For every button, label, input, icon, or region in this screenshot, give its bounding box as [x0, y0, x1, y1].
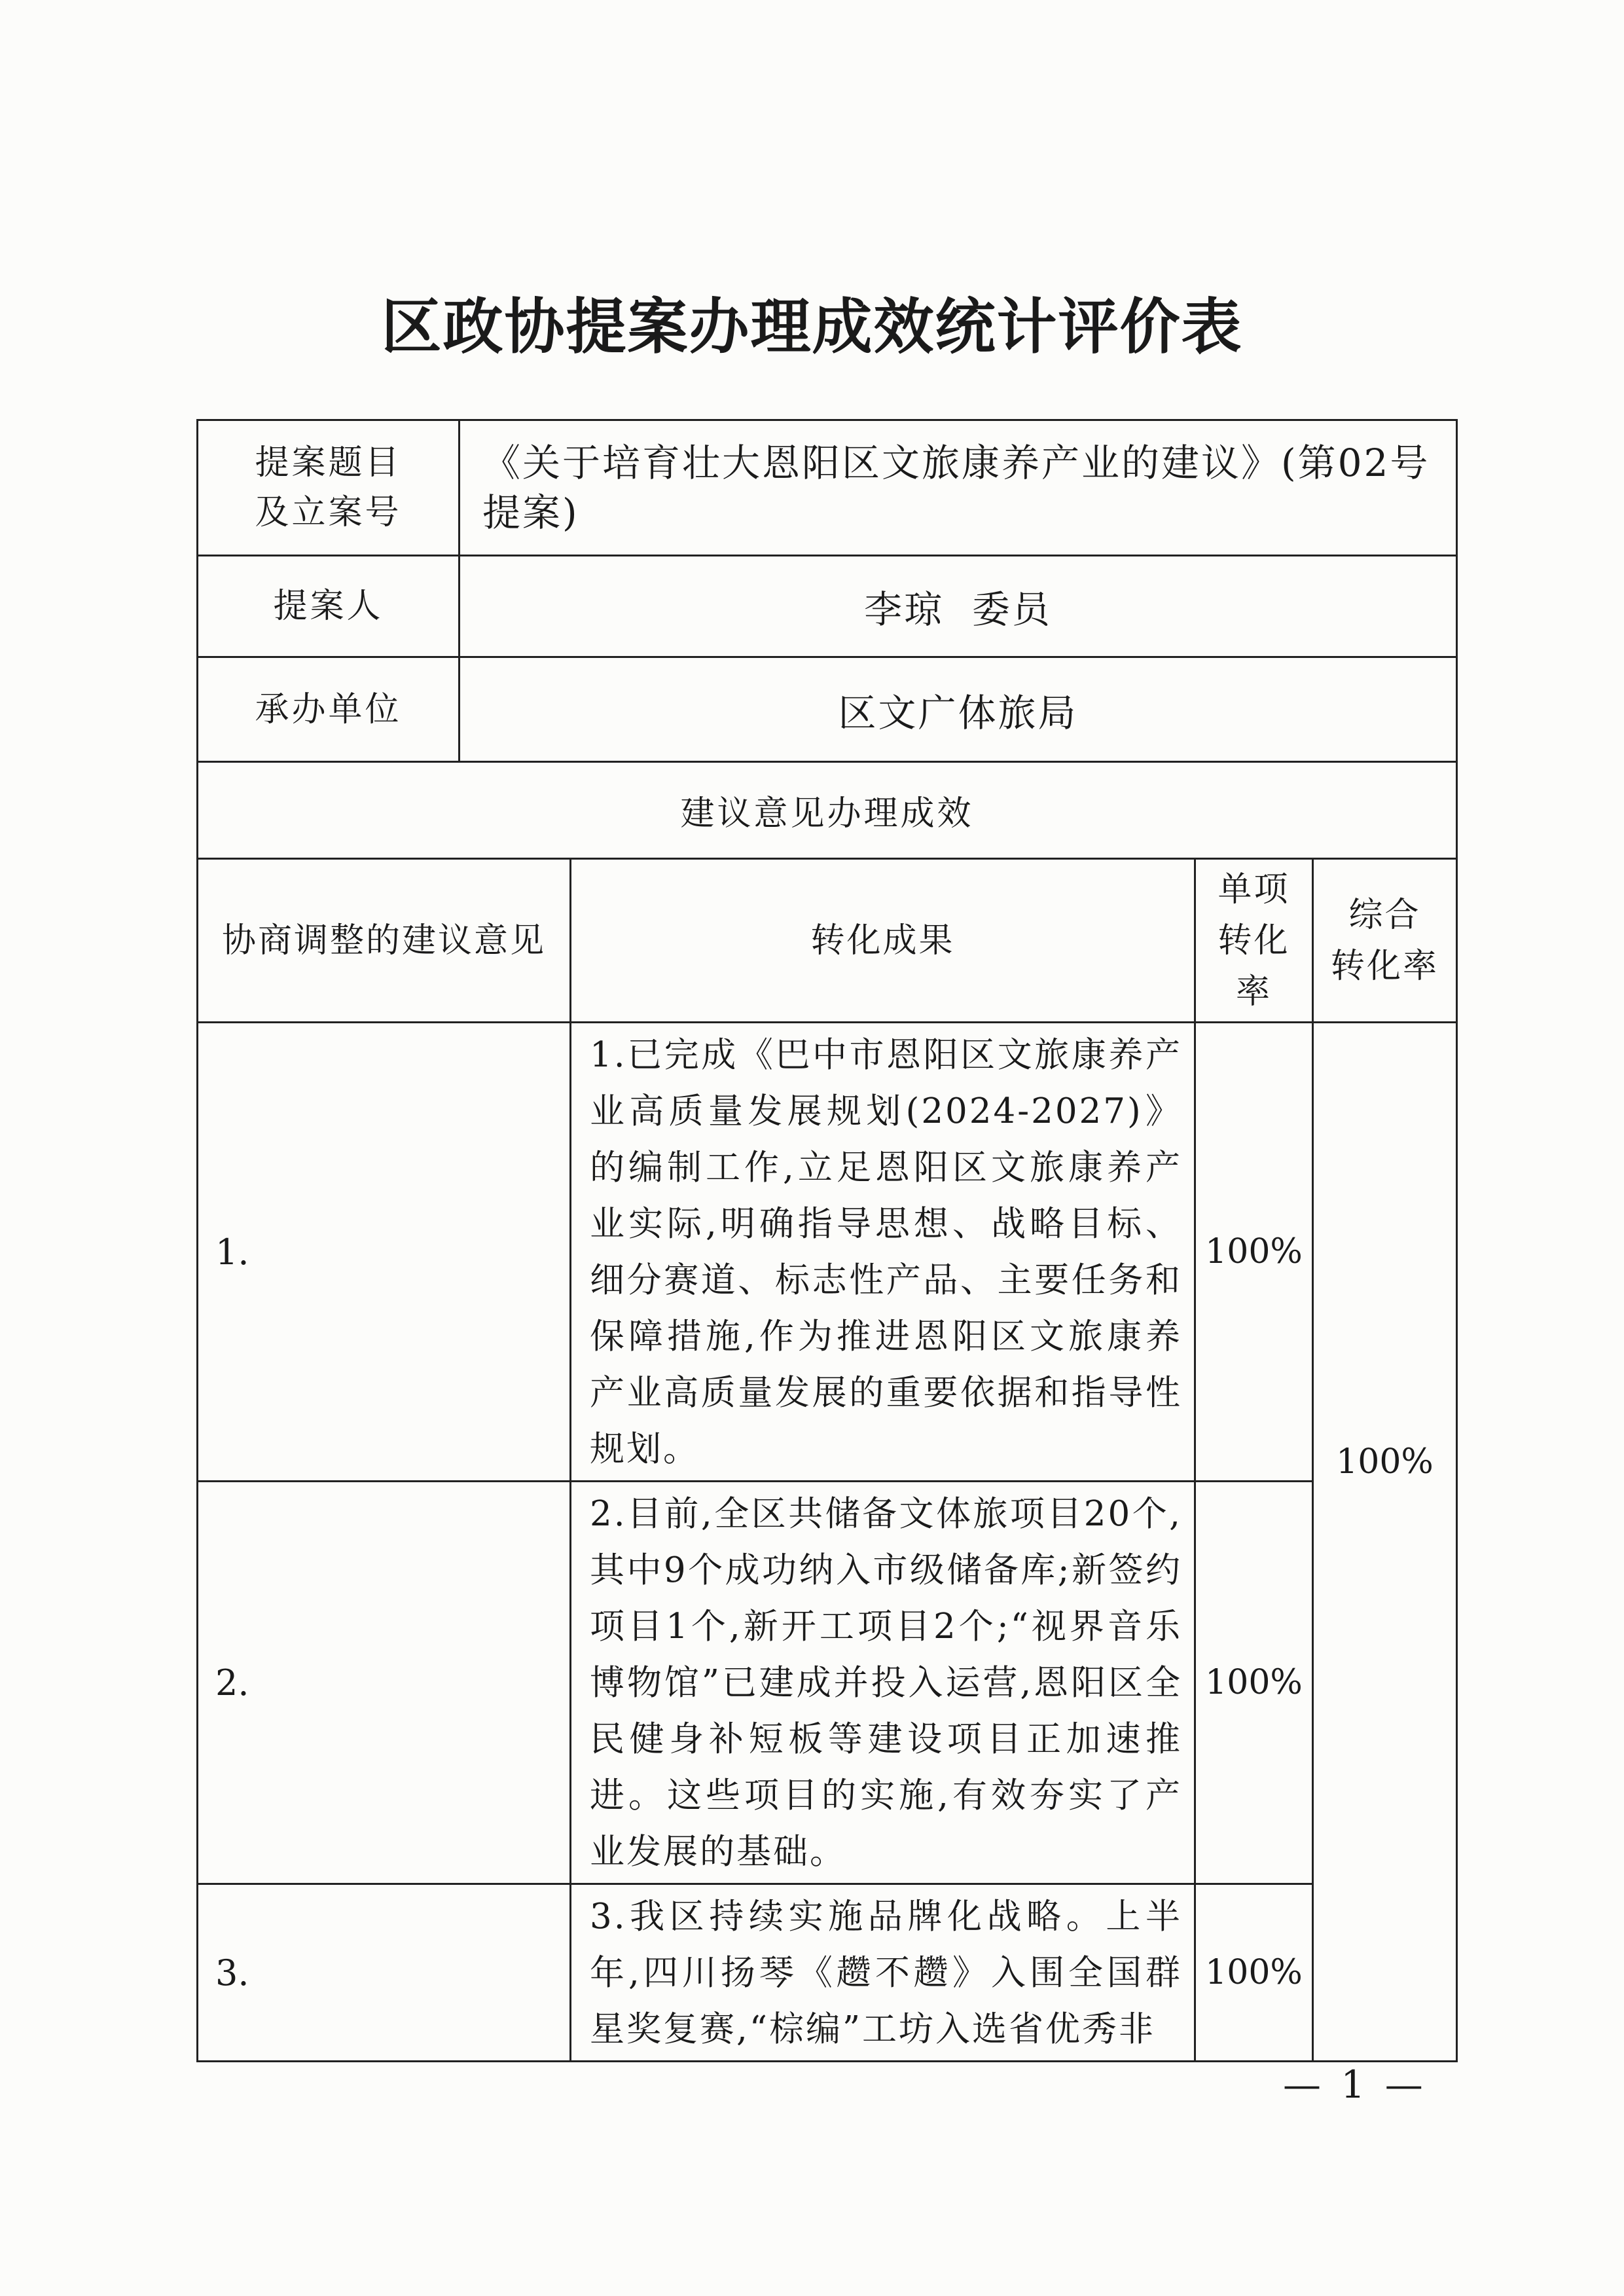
proposer-label: 提案人 — [198, 556, 460, 657]
unit-value: 区文广体旅局 — [460, 657, 1457, 762]
suggestion-column-header: 协商调整的建议意见 — [198, 859, 571, 1023]
result-text: 3.我区持续实施品牌化战略。上半年,四川扬琴《趱不趱》入围全国群星奖复赛,“棕编”工坊入选省优秀非 — [571, 1884, 1195, 2062]
page-number: — 1 — — [1283, 2062, 1427, 2107]
result-text: 1.已完成《巴中市恩阳区文旅康养产业高质量发展规划(2024-2027)》的编制工作,立足恩阳区文旅康养产业实际,明确指导思想、战略目标、细分赛道、标志性产品、主要任务和保障措施,作为推进恩阳区文旅康养产业高质量发展的重要依据和指导性规划。 — [571, 1023, 1195, 1482]
table-row — [198, 1482, 1457, 1884]
section-row — [198, 762, 1457, 859]
item-rate: 100% — [1195, 1023, 1313, 1482]
topic-value: 《关于培育壮大恩阳区文旅康养产业的建议》(第02号提案) — [460, 420, 1457, 556]
column-header-row — [198, 859, 1457, 1023]
item-rate: 100% — [1195, 1482, 1313, 1884]
suggestion-number: 3. — [198, 1884, 571, 2062]
unit-row — [198, 657, 1457, 762]
item-rate-column-header: 单项 转化 率 — [1195, 859, 1313, 1023]
page-title: 区政协提案办理成效统计评价表 — [381, 292, 1243, 362]
suggestion-number: 2. — [198, 1482, 571, 1884]
unit-label: 承办单位 — [198, 657, 460, 762]
result-column-header: 转化成果 — [571, 859, 1195, 1023]
overall-rate-column-header: 综合 转化率 — [1313, 859, 1457, 1023]
table-row — [198, 1884, 1457, 2062]
overall-rate: 100% — [1313, 1023, 1457, 2062]
proposer-value: 李琼 委员 — [460, 556, 1457, 657]
item-rate: 100% — [1195, 1884, 1313, 2062]
topic-label: 提案题目 及立案号 — [198, 420, 460, 556]
table-row — [198, 1023, 1457, 1482]
result-text: 2.目前,全区共储备文体旅项目20个,其中9个成功纳入市级储备库;新签约项目1个,新开工项目2个;“视界音乐博物馆”已建成并投入运营,恩阳区全民健身补短板等建设项目正加速推进。这些项目的实施,有效夯实了产业发展的基础。 — [571, 1482, 1195, 1884]
topic-row — [198, 420, 1457, 556]
proposer-row — [198, 556, 1457, 657]
section-title: 建议意见办理成效 — [198, 762, 1457, 859]
suggestion-number: 1. — [198, 1023, 571, 1482]
evaluation-table — [196, 419, 1458, 2062]
